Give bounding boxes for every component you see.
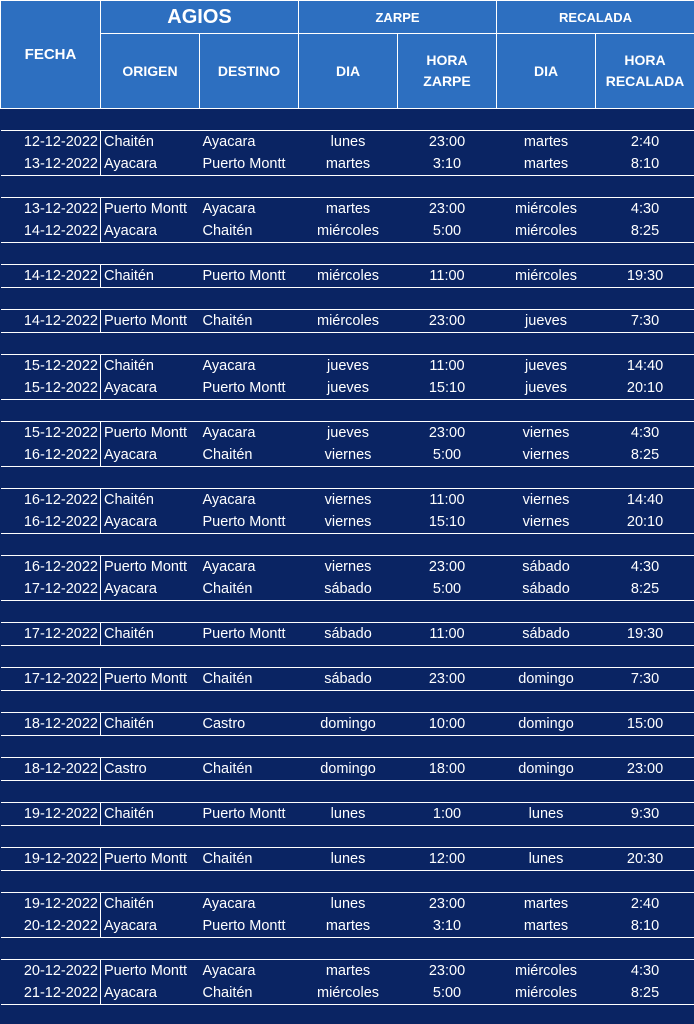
cell-hora-recalada: 4:30 [596, 960, 694, 983]
cell-fecha: 14-12-2022 [1, 310, 101, 333]
cell-dia-recalada: sábado [497, 556, 596, 579]
spacer-row [1, 691, 694, 713]
cell-destino: Ayacara [200, 198, 299, 221]
spacer-cell [1, 333, 694, 355]
cell-hora-zarpe: 23:00 [398, 310, 497, 333]
spacer-row [1, 176, 694, 198]
cell-hora-zarpe: 11:00 [398, 489, 497, 512]
cell-destino: Puerto Montt [200, 511, 299, 534]
cell-dia-zarpe: sábado [299, 578, 398, 601]
cell-origen: Chaitén [101, 489, 200, 512]
cell-origen: Ayacara [101, 444, 200, 467]
cell-fecha: 16-12-2022 [1, 444, 101, 467]
cell-hora-zarpe: 10:00 [398, 713, 497, 736]
cell-hora-recalada: 23:00 [596, 758, 694, 781]
cell-destino: Chaitén [200, 220, 299, 243]
spacer-cell [1, 243, 694, 265]
cell-hora-zarpe: 3:10 [398, 153, 497, 176]
cell-origen: Castro [101, 758, 200, 781]
cell-dia-recalada: domingo [497, 758, 596, 781]
cell-dia-zarpe: viernes [299, 444, 398, 467]
cell-hora-zarpe: 3:10 [398, 915, 497, 938]
cell-origen: Puerto Montt [101, 198, 200, 221]
cell-dia-recalada: martes [497, 153, 596, 176]
header-dia-recalada: DIA [497, 34, 596, 109]
cell-origen: Puerto Montt [101, 310, 200, 333]
spacer-cell [1, 601, 694, 623]
cell-dia-recalada: sábado [497, 578, 596, 601]
cell-hora-recalada: 15:00 [596, 713, 694, 736]
cell-dia-recalada: lunes [497, 803, 596, 826]
header-hora-zarpe: HORA ZARPE [398, 34, 497, 109]
cell-origen: Ayacara [101, 153, 200, 176]
table-row [1, 489, 694, 512]
table-body [1, 109, 694, 1005]
spacer-cell [1, 534, 694, 556]
cell-hora-recalada: 20:10 [596, 377, 694, 400]
cell-dia-recalada: sábado [497, 623, 596, 646]
cell-dia-zarpe: sábado [299, 623, 398, 646]
cell-hora-zarpe: 5:00 [398, 444, 497, 467]
cell-dia-recalada: viernes [497, 511, 596, 534]
header-origen: ORIGEN [101, 34, 200, 109]
cell-origen: Ayacara [101, 511, 200, 534]
cell-destino: Ayacara [200, 131, 299, 154]
spacer-row [1, 467, 694, 489]
cell-fecha: 17-12-2022 [1, 578, 101, 601]
cell-hora-recalada: 19:30 [596, 265, 694, 288]
cell-hora-zarpe: 5:00 [398, 982, 497, 1005]
cell-hora-recalada: 8:25 [596, 982, 694, 1005]
cell-hora-recalada: 19:30 [596, 623, 694, 646]
table-row [1, 444, 694, 467]
cell-dia-zarpe: martes [299, 153, 398, 176]
cell-destino: Castro [200, 713, 299, 736]
table-row [1, 915, 694, 938]
cell-hora-recalada: 20:10 [596, 511, 694, 534]
table-row [1, 893, 694, 916]
cell-origen: Chaitén [101, 623, 200, 646]
table-row [1, 377, 694, 400]
cell-origen: Puerto Montt [101, 848, 200, 871]
table-row [1, 153, 694, 176]
cell-destino: Puerto Montt [200, 803, 299, 826]
spacer-cell [1, 467, 694, 489]
cell-hora-zarpe: 11:00 [398, 265, 497, 288]
cell-origen: Ayacara [101, 220, 200, 243]
cell-hora-recalada: 7:30 [596, 668, 694, 691]
cell-dia-recalada: miércoles [497, 265, 596, 288]
cell-dia-zarpe: miércoles [299, 265, 398, 288]
spacer-row [1, 601, 694, 623]
cell-destino: Ayacara [200, 960, 299, 983]
cell-fecha: 19-12-2022 [1, 803, 101, 826]
spacer-row [1, 534, 694, 556]
cell-fecha: 20-12-2022 [1, 960, 101, 983]
cell-fecha: 16-12-2022 [1, 511, 101, 534]
spacer-row [1, 333, 694, 355]
spacer-row [1, 109, 694, 131]
cell-dia-zarpe: jueves [299, 377, 398, 400]
cell-destino: Chaitén [200, 758, 299, 781]
cell-dia-zarpe: lunes [299, 848, 398, 871]
cell-dia-zarpe: viernes [299, 511, 398, 534]
cell-hora-recalada: 8:25 [596, 578, 694, 601]
cell-dia-zarpe: jueves [299, 355, 398, 378]
cell-origen: Chaitén [101, 355, 200, 378]
spacer-row [1, 871, 694, 893]
spacer-cell [1, 109, 694, 131]
cell-dia-zarpe: jueves [299, 422, 398, 445]
cell-destino: Puerto Montt [200, 915, 299, 938]
cell-destino: Chaitén [200, 310, 299, 333]
cell-origen: Chaitén [101, 131, 200, 154]
spacer-cell [1, 938, 694, 960]
table-row [1, 578, 694, 601]
cell-dia-recalada: jueves [497, 377, 596, 400]
table-row [1, 265, 694, 288]
cell-hora-zarpe: 11:00 [398, 355, 497, 378]
cell-hora-recalada: 20:30 [596, 848, 694, 871]
cell-hora-zarpe: 12:00 [398, 848, 497, 871]
cell-origen: Ayacara [101, 578, 200, 601]
cell-dia-zarpe: martes [299, 960, 398, 983]
cell-fecha: 21-12-2022 [1, 982, 101, 1005]
cell-destino: Chaitén [200, 444, 299, 467]
cell-hora-zarpe: 5:00 [398, 578, 497, 601]
cell-dia-recalada: miércoles [497, 220, 596, 243]
cell-origen: Chaitén [101, 893, 200, 916]
spacer-cell [1, 176, 694, 198]
cell-hora-recalada: 8:25 [596, 220, 694, 243]
spacer-row [1, 938, 694, 960]
cell-origen: Ayacara [101, 377, 200, 400]
spacer-row [1, 243, 694, 265]
cell-fecha: 13-12-2022 [1, 153, 101, 176]
cell-dia-recalada: martes [497, 131, 596, 154]
spacer-row [1, 400, 694, 422]
cell-origen: Puerto Montt [101, 668, 200, 691]
table-row [1, 355, 694, 378]
cell-destino: Chaitén [200, 578, 299, 601]
cell-fecha: 14-12-2022 [1, 265, 101, 288]
cell-dia-recalada: jueves [497, 310, 596, 333]
cell-origen: Chaitén [101, 265, 200, 288]
table-row [1, 848, 694, 871]
spacer-cell [1, 691, 694, 713]
cell-dia-zarpe: miércoles [299, 310, 398, 333]
cell-dia-zarpe: miércoles [299, 220, 398, 243]
header-destino: DESTINO [200, 34, 299, 109]
table-row [1, 511, 694, 534]
cell-dia-recalada: viernes [497, 444, 596, 467]
cell-hora-recalada: 14:40 [596, 489, 694, 512]
cell-destino: Chaitén [200, 982, 299, 1005]
cell-hora-recalada: 14:40 [596, 355, 694, 378]
cell-dia-zarpe: miércoles [299, 982, 398, 1005]
cell-origen: Chaitén [101, 803, 200, 826]
cell-dia-zarpe: viernes [299, 489, 398, 512]
table-row [1, 803, 694, 826]
cell-dia-recalada: martes [497, 893, 596, 916]
header-hora-recalada: HORA RECALADA [596, 34, 694, 109]
cell-origen: Ayacara [101, 982, 200, 1005]
cell-destino: Ayacara [200, 489, 299, 512]
cell-fecha: 19-12-2022 [1, 848, 101, 871]
table-row [1, 556, 694, 579]
spacer-row [1, 826, 694, 848]
spacer-row [1, 646, 694, 668]
cell-hora-zarpe: 23:00 [398, 960, 497, 983]
cell-hora-zarpe: 23:00 [398, 668, 497, 691]
cell-origen: Puerto Montt [101, 556, 200, 579]
cell-hora-recalada: 8:10 [596, 153, 694, 176]
spacer-cell [1, 400, 694, 422]
cell-destino: Puerto Montt [200, 265, 299, 288]
cell-hora-recalada: 4:30 [596, 198, 694, 221]
spacer-row [1, 781, 694, 803]
cell-destino: Puerto Montt [200, 377, 299, 400]
spacer-row [1, 288, 694, 310]
cell-dia-zarpe: viernes [299, 556, 398, 579]
cell-fecha: 18-12-2022 [1, 713, 101, 736]
table-row [1, 131, 694, 154]
cell-hora-recalada: 9:30 [596, 803, 694, 826]
table-row [1, 422, 694, 445]
table-row [1, 220, 694, 243]
cell-origen: Chaitén [101, 713, 200, 736]
cell-hora-zarpe: 15:10 [398, 377, 497, 400]
cell-dia-recalada: miércoles [497, 960, 596, 983]
cell-hora-zarpe: 1:00 [398, 803, 497, 826]
header-fecha: FECHA [1, 1, 101, 109]
cell-hora-recalada: 7:30 [596, 310, 694, 333]
cell-hora-recalada: 2:40 [596, 893, 694, 916]
cell-fecha: 16-12-2022 [1, 556, 101, 579]
cell-hora-recalada: 2:40 [596, 131, 694, 154]
cell-dia-zarpe: domingo [299, 713, 398, 736]
cell-destino: Ayacara [200, 422, 299, 445]
table-row [1, 758, 694, 781]
cell-hora-recalada: 4:30 [596, 422, 694, 445]
cell-dia-recalada: miércoles [497, 198, 596, 221]
cell-hora-zarpe: 23:00 [398, 893, 497, 916]
cell-destino: Chaitén [200, 668, 299, 691]
cell-fecha: 15-12-2022 [1, 355, 101, 378]
cell-hora-recalada: 4:30 [596, 556, 694, 579]
cell-dia-recalada: domingo [497, 713, 596, 736]
cell-hora-zarpe: 15:10 [398, 511, 497, 534]
table-row [1, 310, 694, 333]
cell-fecha: 17-12-2022 [1, 668, 101, 691]
cell-hora-zarpe: 18:00 [398, 758, 497, 781]
cell-hora-zarpe: 11:00 [398, 623, 497, 646]
cell-fecha: 17-12-2022 [1, 623, 101, 646]
cell-destino: Puerto Montt [200, 623, 299, 646]
table-header [1, 1, 694, 109]
spacer-cell [1, 646, 694, 668]
cell-fecha: 18-12-2022 [1, 758, 101, 781]
cell-fecha: 20-12-2022 [1, 915, 101, 938]
cell-hora-zarpe: 5:00 [398, 220, 497, 243]
cell-dia-recalada: domingo [497, 668, 596, 691]
cell-fecha: 15-12-2022 [1, 377, 101, 400]
cell-dia-zarpe: lunes [299, 803, 398, 826]
cell-dia-recalada: jueves [497, 355, 596, 378]
cell-hora-zarpe: 23:00 [398, 131, 497, 154]
cell-destino: Ayacara [200, 556, 299, 579]
cell-destino: Ayacara [200, 893, 299, 916]
cell-dia-recalada: viernes [497, 422, 596, 445]
cell-dia-zarpe: martes [299, 915, 398, 938]
spacer-cell [1, 871, 694, 893]
cell-fecha: 19-12-2022 [1, 893, 101, 916]
table-row [1, 198, 694, 221]
cell-destino: Ayacara [200, 355, 299, 378]
cell-fecha: 14-12-2022 [1, 220, 101, 243]
cell-dia-zarpe: sábado [299, 668, 398, 691]
cell-origen: Puerto Montt [101, 422, 200, 445]
spacer-cell [1, 736, 694, 758]
table-row [1, 960, 694, 983]
cell-dia-zarpe: lunes [299, 893, 398, 916]
cell-fecha: 12-12-2022 [1, 131, 101, 154]
cell-dia-recalada: miércoles [497, 982, 596, 1005]
cell-destino: Puerto Montt [200, 153, 299, 176]
cell-origen: Ayacara [101, 915, 200, 938]
header-zarpe: ZARPE [299, 1, 497, 34]
header-recalada: RECALADA [497, 1, 694, 34]
spacer-cell [1, 826, 694, 848]
table-row [1, 713, 694, 736]
cell-dia-zarpe: lunes [299, 131, 398, 154]
spacer-cell [1, 288, 694, 310]
spacer-cell [1, 781, 694, 803]
cell-origen: Puerto Montt [101, 960, 200, 983]
cell-dia-zarpe: martes [299, 198, 398, 221]
cell-fecha: 15-12-2022 [1, 422, 101, 445]
cell-dia-recalada: martes [497, 915, 596, 938]
cell-hora-recalada: 8:25 [596, 444, 694, 467]
cell-hora-recalada: 8:10 [596, 915, 694, 938]
cell-hora-zarpe: 23:00 [398, 556, 497, 579]
table-row [1, 623, 694, 646]
cell-destino: Chaitén [200, 848, 299, 871]
table-row [1, 982, 694, 1005]
header-dia-zarpe: DIA [299, 34, 398, 109]
cell-hora-zarpe: 23:00 [398, 422, 497, 445]
cell-fecha: 13-12-2022 [1, 198, 101, 221]
table-row [1, 668, 694, 691]
cell-fecha: 16-12-2022 [1, 489, 101, 512]
cell-dia-recalada: viernes [497, 489, 596, 512]
cell-dia-recalada: lunes [497, 848, 596, 871]
spacer-row [1, 736, 694, 758]
cell-dia-zarpe: domingo [299, 758, 398, 781]
header-agios: AGIOS [101, 1, 299, 34]
cell-hora-zarpe: 23:00 [398, 198, 497, 221]
